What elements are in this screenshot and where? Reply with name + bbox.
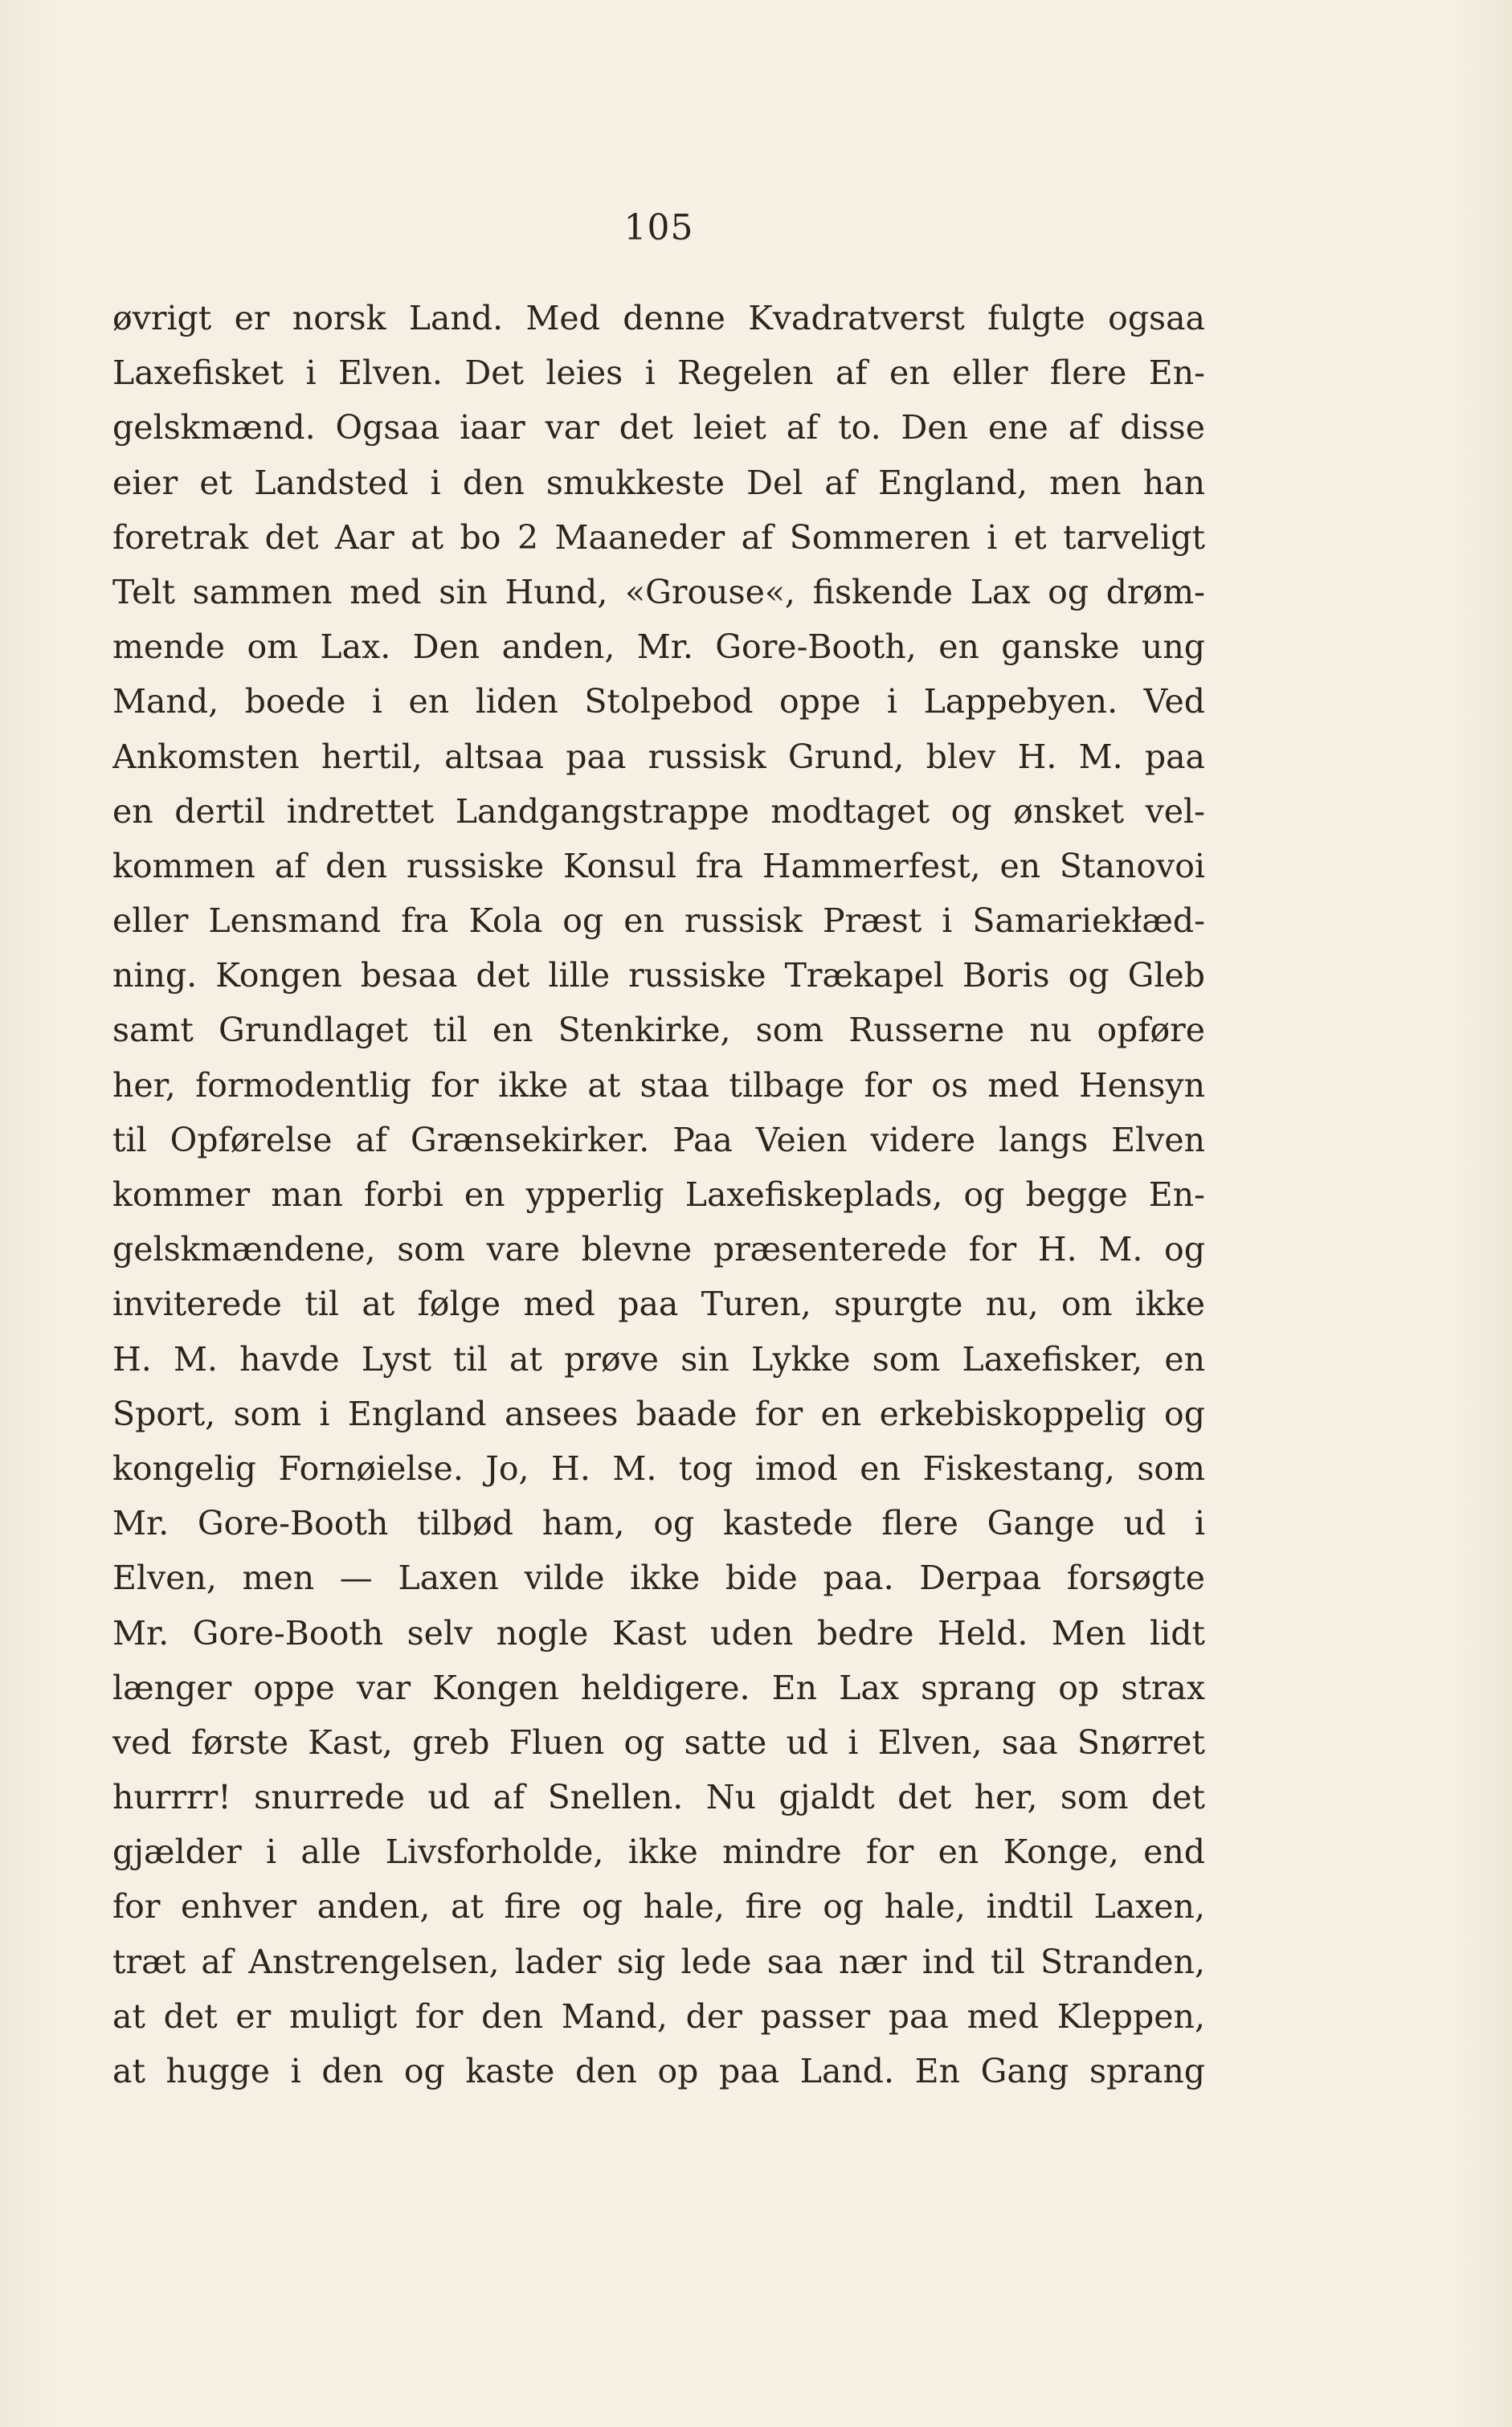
text-line: samt Grundlaget til en Stenkirke, som Russerne nu opføre (112, 1011, 1205, 1050)
text-line: kongelig Fornøielse. Jo, H. M. tog imod en Fiskestang, som (112, 1448, 1205, 1488)
text-line: Elven, men — Laxen vilde ikke bide paa. Derpaa forsøgte (112, 1559, 1205, 1598)
text-line: træt af Anstrengelsen, lader sig lede saa nær ind til Stranden, (112, 1942, 1205, 1981)
text-line: mende om Lax. Den anden, Mr. Gore-Booth, en ganske ung (112, 627, 1205, 667)
text-line: Sport, som i England ansees baade for en erkebiskoppelig og (112, 1394, 1205, 1433)
text-line: eller Lensmand fra Kola og en russisk Præst i Samariekłæd- (112, 901, 1205, 941)
text-line: Telt sammen med sin Hund, «Grouse«, fiskende Lax og drøm- (112, 572, 1205, 611)
text-line: Ankomsten hertil, altsaa paa russisk Grund, blev H. M. paa (112, 737, 1205, 776)
text-line: foretrak det Aar at bo 2 Maaneder af Sommeren i et tarveligt (112, 517, 1205, 557)
text-line: en dertil indrettet Landgangstrappe modtaget og ønsket vel- (112, 791, 1205, 831)
text-line: ved første Kast, greb Fluen og satte ud i Elven, saa Snørret (112, 1722, 1205, 1762)
text-line: her, formodentlig for ikke at staa tilbage for os med Hensyn (112, 1065, 1205, 1105)
text-line: inviterede til at følge med paa Turen, spurgte nu, om ikke (112, 1285, 1205, 1324)
text-line: hurrrr! snurrede ud af Snellen. Nu gjaldt det her, som det (112, 1778, 1205, 1817)
text-line: Laxefisket i Elven. Det leies i Regelen af en eller flere En- (112, 353, 1205, 393)
text-line: gelskmændene, som vare blevne præsenterede for H. M. og (112, 1230, 1205, 1269)
text-line: at hugge i den og kaste den op paa Land. En Gang sprang (112, 2052, 1205, 2090)
text-line: at det er muligt for den Mand, der passer paa med Kleppen, (112, 1996, 1205, 2036)
text-line: kommen af den russiske Konsul fra Hammerfest, en Stanovoi (112, 846, 1205, 885)
text-line: længer oppe var Kongen heldigere. En Lax sprang op strax (112, 1668, 1205, 1707)
text-line: ning. Kongen besaa det lille russiske Trækapel Boris og Gleb (112, 956, 1205, 995)
text-line: Mand, boede i en liden Stolpebod oppe i Lappebyen. Ved (112, 682, 1205, 721)
text-line: øvrigt er norsk Land. Med denne Kvadratverst fulgte ogsaa (112, 299, 1205, 337)
text-line: kommer man forbi en ypperlig Laxefiskeplads, og begge En- (112, 1175, 1205, 1214)
text-line: eier et Landsted i den smukkeste Del af England, men han (112, 463, 1205, 502)
text-line: Mr. Gore-Booth tilbød ham, og kastede flere Gange ud i (112, 1504, 1205, 1543)
text-line: H. M. havde Lyst til at prøve sin Lykke som Laxefisker, en (112, 1339, 1205, 1379)
text-line: gelskmænd. Ogsaa iaar var det leiet af to. Den ene af disse (112, 408, 1205, 447)
text-line: for enhver anden, at fire og hale, fire og hale, indtil Laxen, (112, 1887, 1205, 1926)
body-text (112, 291, 1205, 2098)
text-line: til Opførelse af Grænsekirker. Paa Veien videre langs Elven (112, 1120, 1205, 1159)
text-line: Mr. Gore-Booth selv nogle Kast uden bedre Held. Men lidt (112, 1613, 1205, 1653)
text-line: gjælder i alle Livsforholde, ikke mindre for en Konge, end (112, 1833, 1205, 1872)
page-number: 105 (623, 207, 694, 248)
